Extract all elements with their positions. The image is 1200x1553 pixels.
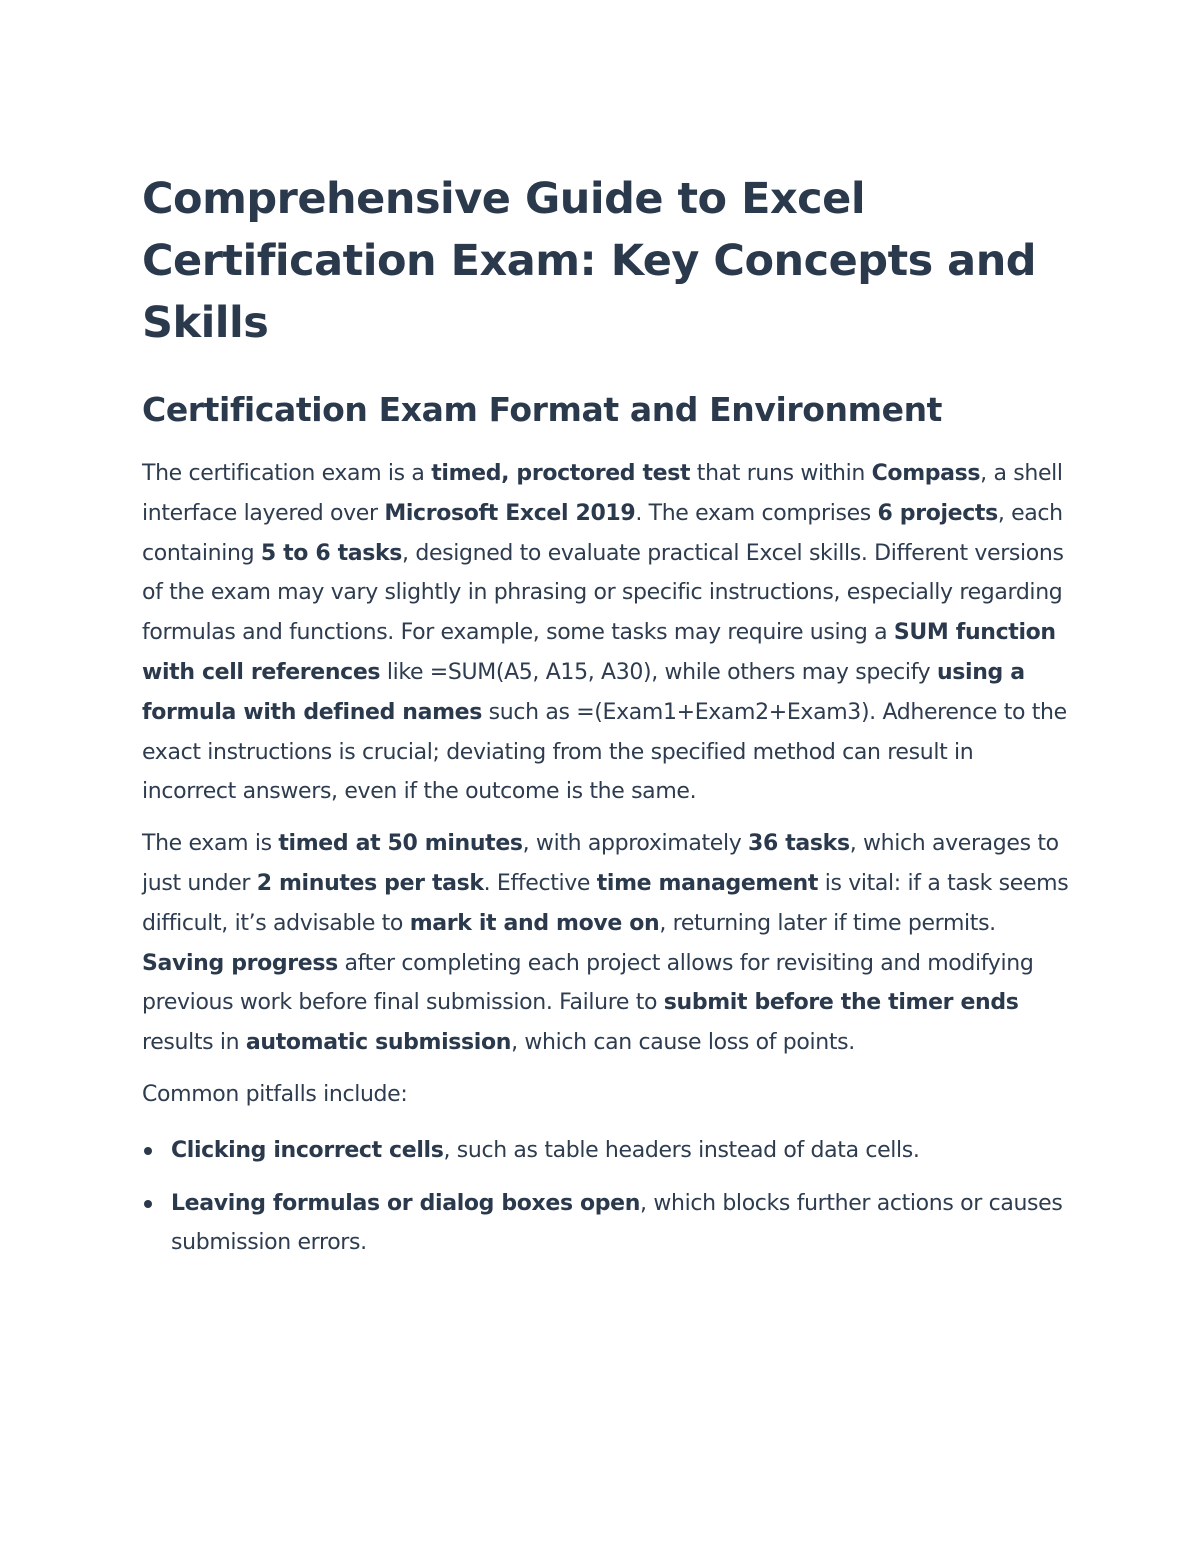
document-title: Comprehensive Guide to Excel Certification Exam: Key Concepts and Skills [142,174,1037,348]
bold-run: SUM function with cell references [142,620,1056,685]
text-run: such as =(Exam1+Exam2+Exam3). Adherence to the exact instructions is crucial; deviating from the specified method can result in incorrect answers, even if the outcome is the same. [142,699,1067,805]
text-run: , which blocks further actions or causes submission errors. [171,1190,1063,1256]
bold-run: timed at 50 minutes [278,831,523,857]
text-run: that runs within [690,461,872,486]
text-run: , which averages to just under [142,831,1059,896]
text-run: , with approximately [522,831,749,857]
text-run: is vital: if a task seems difficult, it’s advisable to [142,870,1069,936]
text-run: , designed to evaluate practical Excel skills. Different versions of the exam may vary slightly in phrasing or specific instructions, especially regarding formulas and functions. For example, some tasks may require using a [142,540,1064,646]
text-run: , such as table headers instead of data cells. [443,1137,920,1163]
pitfalls-list [142,1131,1072,1263]
bold-run: Microsoft Excel 2019 [384,500,636,526]
text-run: . The exam comprises [635,500,878,526]
bold-run: 2 minutes per task [256,870,484,896]
bold-run: time management [596,870,819,896]
bold-run: Compass [871,461,981,486]
bold-run: 36 tasks [748,831,850,857]
bold-run: Clicking incorrect cells [171,1137,444,1163]
bold-run: submit before the timer ends [663,990,1019,1016]
bold-run: automatic submission [245,1030,512,1056]
text-run: , returning later if time permits. [659,910,996,936]
bold-run: Leaving formulas or dialog boxes open [171,1190,641,1216]
text-run: . Effective [483,870,597,896]
text-run: like =SUM(A5, A15, A30), while others may specify [380,659,937,685]
text-run: The certification exam is a [142,461,432,486]
list-item [142,1131,1072,1171]
text-run: The exam is [142,831,279,857]
bullet-dot-icon [144,1200,152,1208]
list-item [142,1184,1072,1264]
text-run: , a shell interface layered over [142,461,1063,526]
bullet-dot-icon [144,1147,152,1155]
bold-run: mark it and move on [409,910,660,936]
paragraph-pitfalls-intro: Common pitfalls include: [142,1081,408,1107]
bold-run: 5 to 6 tasks [260,540,403,566]
bold-run: timed, proctored test [431,461,691,486]
bold-run: 6 projects [877,500,998,526]
document-page [142,168,1072,1276]
text-run: results in [142,1030,246,1056]
paragraph-exam-timing [142,824,1072,1063]
bold-run: using a formula with defined names [142,659,1025,725]
bold-run: Saving progress [142,950,338,976]
text-run: , which can cause loss of points. [511,1030,855,1056]
paragraph-exam-format [142,454,1072,812]
text-run: , each containing [142,500,1063,566]
text-run: after completing each project allows for revisiting and modifying previous work before final submission. Failure to [142,950,1034,1016]
section-heading: Certification Exam Format and Environment [142,390,943,429]
